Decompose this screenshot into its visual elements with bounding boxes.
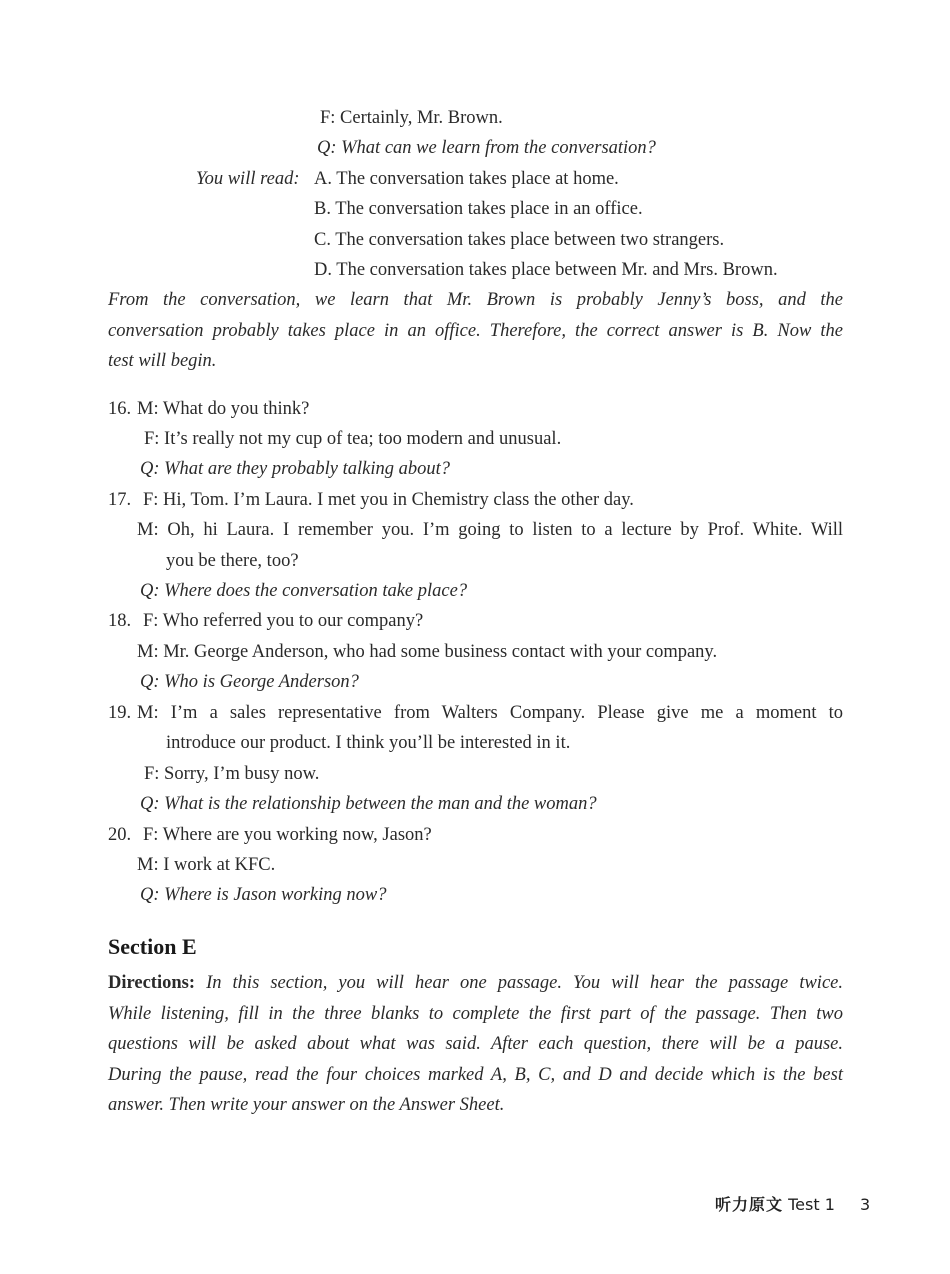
dialogue-line: M: What do you think? <box>137 399 310 419</box>
dialogue-line: introduce our product. I think you’ll be interested in it. <box>166 733 571 753</box>
question-number: 19. <box>108 703 132 723</box>
directions-text: In this section, you will hear one passage. You will hear the passage twice. <box>206 973 843 993</box>
directions-line <box>108 968 843 998</box>
you-will-read-label: You will read: <box>196 169 300 189</box>
question-prompt: Q: What is the relationship between the man and the woman? <box>140 794 597 814</box>
dialogue-line: M: Mr. George Anderson, who had some business contact with your company. <box>137 642 718 662</box>
dialogue-line: M: I’m a sales representative from Walters Company. Please give me a moment to <box>137 703 843 723</box>
question-number: 16. <box>108 399 132 419</box>
dialogue-line: F: Hi, Tom. I’m Laura. I met you in Chemistry class the other day. <box>143 490 634 510</box>
example-option-d: D. The conversation takes place between Mr. and Mrs. Brown. <box>314 260 778 280</box>
example-explanation-line: conversation probably takes place in an office. Therefore, the correct answer is B. Now the <box>108 321 843 341</box>
dialogue-line: F: It’s really not my cup of tea; too modern and unusual. <box>144 429 562 449</box>
dialogue-line: M: I work at KFC. <box>137 855 276 875</box>
example-f-line: F: Certainly, Mr. Brown. <box>320 108 503 128</box>
section-e-heading: Section E <box>108 934 197 959</box>
directions-line: answer. Then write your answer on the Answer Sheet. <box>108 1095 505 1115</box>
example-option-c: C. The conversation takes place between two strangers. <box>314 230 725 250</box>
example-option-a: A. The conversation takes place at home. <box>314 169 619 189</box>
page-footer <box>715 1192 870 1215</box>
question-prompt: Q: Where does the conversation take place? <box>140 581 468 601</box>
page-number: 3 <box>859 1195 871 1214</box>
dialogue-line: F: Who referred you to our company? <box>143 611 424 631</box>
directions-line: During the pause, read the four choices marked A, B, C, and D and decide which is the best <box>108 1065 843 1085</box>
example-option-b: B. The conversation takes place in an office. <box>314 199 643 219</box>
dialogue-line: F: Sorry, I’m busy now. <box>144 764 320 784</box>
directions-line: While listening, fill in the three blanks to complete the first part of the passage. Then two <box>108 1004 843 1024</box>
question-prompt: Q: Where is Jason working now? <box>140 885 387 905</box>
question-prompt: Q: Who is George Anderson? <box>140 672 359 692</box>
footer-label-cn: 听力原文 <box>715 1195 784 1214</box>
dialogue-line: M: Oh, hi Laura. I remember you. I’m going to listen to a lecture by Prof. White. Will <box>137 520 843 540</box>
question-number: 20. <box>108 825 132 845</box>
footer-label-test: Test 1 <box>788 1195 835 1214</box>
directions-label: Directions: <box>108 973 195 993</box>
question-number: 18. <box>108 611 132 631</box>
dialogue-line: F: Where are you working now, Jason? <box>143 825 432 845</box>
directions-line: questions will be asked about what was said. After each question, there will be a pause. <box>108 1034 843 1054</box>
dialogue-line: you be there, too? <box>166 551 299 571</box>
example-explanation-line: From the conversation, we learn that Mr. Brown is probably Jenny’s boss, and the <box>108 290 843 310</box>
example-explanation-line: test will begin. <box>108 351 217 371</box>
question-prompt: Q: What are they probably talking about? <box>140 459 450 479</box>
example-question: Q: What can we learn from the conversation? <box>317 138 656 158</box>
question-number: 17. <box>108 490 132 510</box>
